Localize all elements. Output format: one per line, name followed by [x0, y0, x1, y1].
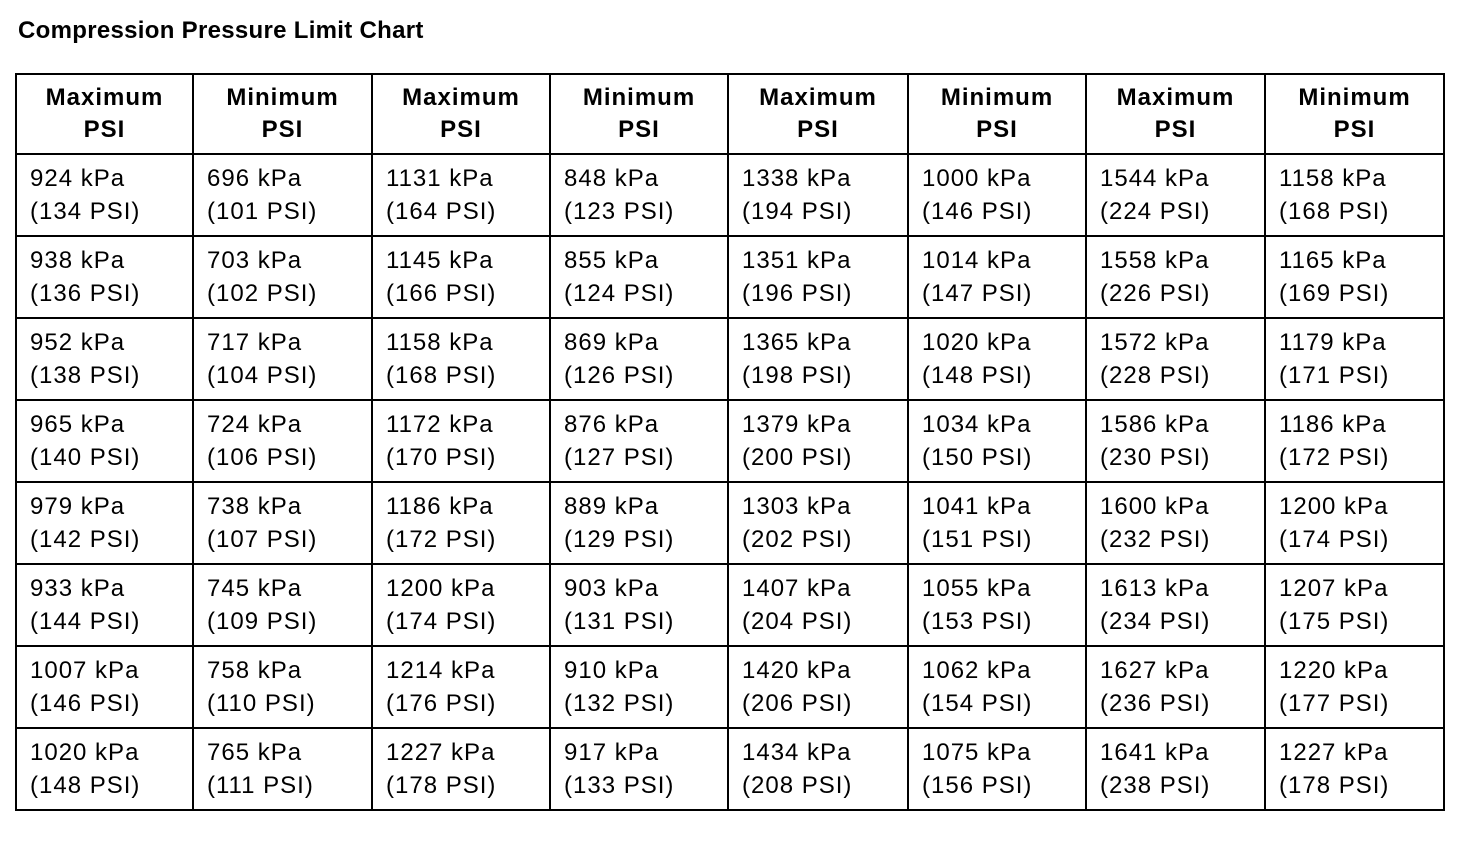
column-header-label: Maximum: [759, 84, 877, 111]
table-cell: [193, 236, 372, 318]
table-cell: [550, 482, 728, 564]
table-cell: [550, 318, 728, 400]
table-row: [16, 154, 1444, 236]
table-row: [16, 482, 1444, 564]
table-cell: [16, 728, 193, 810]
table-cell: [1086, 646, 1265, 728]
column-header-unit: PSI: [83, 116, 126, 143]
kpa-value: 876 kPa: [564, 411, 660, 438]
table-cell: [550, 728, 728, 810]
table-cell: [1086, 564, 1265, 646]
table-cell: [728, 646, 908, 728]
table-cell: [908, 564, 1086, 646]
column-header-unit: PSI: [440, 116, 482, 143]
kpa-value: 1145 kPa: [386, 247, 494, 274]
table-cell: [372, 728, 550, 810]
kpa-value: 1007 kPa: [30, 657, 140, 684]
column-header: [1265, 74, 1444, 154]
kpa-value: 910 kPa: [564, 657, 660, 684]
psi-value: (208 PSI): [742, 772, 853, 799]
kpa-value: 745 kPa: [207, 575, 303, 602]
psi-value: (238 PSI): [1100, 772, 1211, 799]
psi-value: (169 PSI): [1279, 280, 1390, 307]
chart-title: Compression Pressure Limit Chart: [18, 17, 424, 44]
psi-value: (228 PSI): [1100, 362, 1211, 389]
table-cell: [728, 482, 908, 564]
psi-value: (168 PSI): [1279, 198, 1390, 225]
psi-value: (174 PSI): [386, 608, 497, 635]
kpa-value: 1434 kPa: [742, 739, 852, 766]
kpa-value: 696 kPa: [207, 165, 303, 192]
table-cell: [193, 482, 372, 564]
column-header: [193, 74, 372, 154]
table-cell: [193, 400, 372, 482]
kpa-value: 933 kPa: [30, 575, 126, 602]
table-cell: [728, 728, 908, 810]
table-cell: [372, 318, 550, 400]
kpa-value: 952 kPa: [30, 329, 126, 356]
table-cell: [1086, 400, 1265, 482]
psi-value: (200 PSI): [742, 444, 853, 471]
psi-value: (153 PSI): [922, 608, 1033, 635]
table-cell: [1265, 318, 1444, 400]
kpa-value: 1572 kPa: [1100, 329, 1210, 356]
column-header: [1086, 74, 1265, 154]
kpa-value: 738 kPa: [207, 493, 303, 520]
psi-value: (196 PSI): [742, 280, 853, 307]
kpa-value: 889 kPa: [564, 493, 660, 520]
psi-value: (166 PSI): [386, 280, 497, 307]
kpa-value: 717 kPa: [207, 329, 303, 356]
column-header-unit: PSI: [976, 116, 1018, 143]
table-cell: [372, 400, 550, 482]
psi-value: (126 PSI): [564, 362, 675, 389]
kpa-value: 1020 kPa: [922, 329, 1032, 356]
psi-value: (234 PSI): [1100, 608, 1211, 635]
column-header: [16, 74, 193, 154]
table-cell: [1086, 236, 1265, 318]
compression-pressure-table: [15, 73, 1445, 811]
kpa-value: 1014 kPa: [922, 247, 1032, 274]
kpa-value: 1558 kPa: [1100, 247, 1210, 274]
table-cell: [728, 236, 908, 318]
column-header-label: Minimum: [582, 84, 696, 111]
table-cell: [1265, 646, 1444, 728]
kpa-value: 1131 kPa: [386, 165, 494, 192]
table-cell: [372, 564, 550, 646]
psi-value: (206 PSI): [742, 690, 853, 717]
table-cell: [728, 318, 908, 400]
kpa-value: 924 kPa: [30, 165, 126, 192]
column-header-unit: PSI: [261, 116, 304, 143]
kpa-value: 1420 kPa: [742, 657, 852, 684]
table-cell: [728, 154, 908, 236]
psi-value: (224 PSI): [1100, 198, 1211, 225]
psi-value: (168 PSI): [386, 362, 497, 389]
kpa-value: 1351 kPa: [742, 247, 852, 274]
table-cell: [372, 646, 550, 728]
table-cell: [1265, 400, 1444, 482]
kpa-value: 1544 kPa: [1100, 165, 1210, 192]
kpa-value: 1165 kPa: [1279, 247, 1387, 274]
psi-value: (123 PSI): [564, 198, 675, 225]
psi-value: (111 PSI): [207, 772, 314, 799]
kpa-value: 1186 kPa: [386, 493, 494, 520]
table-cell: [193, 154, 372, 236]
kpa-value: 724 kPa: [207, 411, 303, 438]
table-cell: [1265, 482, 1444, 564]
kpa-value: 1227 kPa: [386, 739, 496, 766]
table-cell: [1086, 482, 1265, 564]
psi-value: (124 PSI): [564, 280, 675, 307]
psi-value: (156 PSI): [922, 772, 1033, 799]
kpa-value: 1020 kPa: [30, 739, 140, 766]
table-cell: [193, 564, 372, 646]
kpa-value: 1186 kPa: [1279, 411, 1387, 438]
psi-value: (172 PSI): [1279, 444, 1390, 471]
table-cell: [16, 564, 193, 646]
psi-value: (101 PSI): [207, 198, 318, 225]
psi-value: (232 PSI): [1100, 526, 1211, 553]
psi-value: (129 PSI): [564, 526, 675, 553]
kpa-value: 1200 kPa: [386, 575, 496, 602]
table-cell: [1086, 318, 1265, 400]
table-cell: [550, 646, 728, 728]
table-cell: [193, 646, 372, 728]
table-row: [16, 400, 1444, 482]
psi-value: (142 PSI): [30, 526, 141, 553]
kpa-value: 869 kPa: [564, 329, 660, 356]
psi-value: (154 PSI): [922, 690, 1033, 717]
column-header-unit: PSI: [1333, 116, 1376, 143]
table-cell: [908, 400, 1086, 482]
kpa-value: 758 kPa: [207, 657, 303, 684]
kpa-value: 1158 kPa: [386, 329, 494, 356]
psi-value: (171 PSI): [1279, 362, 1390, 389]
psi-value: (175 PSI): [1279, 608, 1390, 635]
kpa-value: 1172 kPa: [386, 411, 494, 438]
psi-value: (164 PSI): [386, 198, 497, 225]
psi-value: (146 PSI): [922, 198, 1033, 225]
kpa-value: 765 kPa: [207, 739, 303, 766]
column-header-label: Minimum: [940, 84, 1054, 111]
kpa-value: 855 kPa: [564, 247, 660, 274]
psi-value: (102 PSI): [207, 280, 318, 307]
header-row: [16, 74, 1444, 154]
psi-value: (127 PSI): [564, 444, 675, 471]
kpa-value: 1227 kPa: [1279, 739, 1389, 766]
psi-value: (172 PSI): [386, 526, 497, 553]
table-cell: [16, 154, 193, 236]
kpa-value: 1041 kPa: [922, 493, 1032, 520]
table-cell: [16, 236, 193, 318]
table-body: [16, 154, 1444, 810]
psi-value: (136 PSI): [30, 280, 141, 307]
psi-value: (133 PSI): [564, 772, 675, 799]
kpa-value: 1600 kPa: [1100, 493, 1210, 520]
psi-value: (147 PSI): [922, 280, 1033, 307]
psi-value: (178 PSI): [1279, 772, 1390, 799]
column-header-label: Maximum: [402, 84, 520, 111]
table-cell: [193, 318, 372, 400]
psi-value: (138 PSI): [30, 362, 141, 389]
table-cell: [193, 728, 372, 810]
column-header-label: Minimum: [1298, 84, 1411, 111]
kpa-value: 1338 kPa: [742, 165, 852, 192]
kpa-value: 1200 kPa: [1279, 493, 1389, 520]
table-cell: [908, 728, 1086, 810]
psi-value: (198 PSI): [742, 362, 853, 389]
table-cell: [908, 154, 1086, 236]
psi-value: (104 PSI): [207, 362, 318, 389]
kpa-value: 703 kPa: [207, 247, 303, 274]
psi-value: (226 PSI): [1100, 280, 1211, 307]
psi-value: (148 PSI): [922, 362, 1033, 389]
kpa-value: 1303 kPa: [742, 493, 852, 520]
psi-value: (230 PSI): [1100, 444, 1211, 471]
table-cell: [1086, 154, 1265, 236]
column-header: [728, 74, 908, 154]
psi-value: (178 PSI): [386, 772, 497, 799]
table-cell: [372, 236, 550, 318]
column-header: [550, 74, 728, 154]
kpa-value: 848 kPa: [564, 165, 660, 192]
table-cell: [550, 236, 728, 318]
table-row: [16, 236, 1444, 318]
table-cell: [1265, 728, 1444, 810]
column-header-label: Minimum: [226, 84, 339, 111]
table-row: [16, 728, 1444, 810]
kpa-value: 1062 kPa: [922, 657, 1032, 684]
table-cell: [16, 646, 193, 728]
kpa-value: 1055 kPa: [922, 575, 1032, 602]
kpa-value: 1000 kPa: [922, 165, 1032, 192]
table-cell: [16, 400, 193, 482]
table-row: [16, 646, 1444, 728]
table-cell: [372, 154, 550, 236]
kpa-value: 1207 kPa: [1279, 575, 1389, 602]
kpa-value: 1613 kPa: [1100, 575, 1210, 602]
table-cell: [908, 236, 1086, 318]
kpa-value: 1586 kPa: [1100, 411, 1210, 438]
column-header-label: Maximum: [45, 84, 164, 111]
table-cell: [550, 400, 728, 482]
table-cell: [1265, 236, 1444, 318]
table-cell: [908, 482, 1086, 564]
table-row: [16, 318, 1444, 400]
psi-value: (140 PSI): [30, 444, 141, 471]
psi-value: (150 PSI): [922, 444, 1033, 471]
table-cell: [908, 646, 1086, 728]
table-cell: [1265, 154, 1444, 236]
kpa-value: 1214 kPa: [386, 657, 496, 684]
kpa-value: 1407 kPa: [742, 575, 852, 602]
kpa-value: 1379 kPa: [742, 411, 852, 438]
kpa-value: 1220 kPa: [1279, 657, 1389, 684]
psi-value: (194 PSI): [742, 198, 853, 225]
psi-value: (151 PSI): [922, 526, 1033, 553]
psi-value: (176 PSI): [386, 690, 497, 717]
column-header-unit: PSI: [797, 116, 839, 143]
column-header-label: Maximum: [1116, 84, 1235, 111]
psi-value: (170 PSI): [386, 444, 497, 471]
psi-value: (109 PSI): [207, 608, 318, 635]
kpa-value: 917 kPa: [564, 739, 660, 766]
psi-value: (146 PSI): [30, 690, 141, 717]
psi-value: (131 PSI): [564, 608, 675, 635]
psi-value: (110 PSI): [207, 690, 316, 717]
psi-value: (134 PSI): [30, 198, 141, 225]
psi-value: (107 PSI): [207, 526, 318, 553]
kpa-value: 1627 kPa: [1100, 657, 1210, 684]
psi-value: (177 PSI): [1279, 690, 1390, 717]
table-cell: [908, 318, 1086, 400]
column-header-unit: PSI: [1154, 116, 1197, 143]
psi-value: (148 PSI): [30, 772, 141, 799]
kpa-value: 903 kPa: [564, 575, 660, 602]
table-cell: [550, 154, 728, 236]
table-cell: [1265, 564, 1444, 646]
column-header: [908, 74, 1086, 154]
psi-value: (106 PSI): [207, 444, 318, 471]
table-cell: [550, 564, 728, 646]
kpa-value: 1034 kPa: [922, 411, 1032, 438]
psi-value: (202 PSI): [742, 526, 853, 553]
kpa-value: 1641 kPa: [1100, 739, 1210, 766]
column-header: [372, 74, 550, 154]
table-cell: [1086, 728, 1265, 810]
psi-value: (144 PSI): [30, 608, 141, 635]
kpa-value: 965 kPa: [30, 411, 126, 438]
table-cell: [728, 564, 908, 646]
psi-value: (174 PSI): [1279, 526, 1390, 553]
kpa-value: 938 kPa: [30, 247, 126, 274]
table-cell: [372, 482, 550, 564]
column-header-unit: PSI: [618, 116, 660, 143]
kpa-value: 1179 kPa: [1279, 329, 1387, 356]
kpa-value: 1075 kPa: [922, 739, 1032, 766]
psi-value: (132 PSI): [564, 690, 675, 717]
kpa-value: 1158 kPa: [1279, 165, 1387, 192]
kpa-value: 1365 kPa: [742, 329, 852, 356]
table-cell: [16, 482, 193, 564]
table-row: [16, 564, 1444, 646]
kpa-value: 979 kPa: [30, 493, 126, 520]
table-cell: [728, 400, 908, 482]
psi-value: (204 PSI): [742, 608, 853, 635]
table-cell: [16, 318, 193, 400]
psi-value: (236 PSI): [1100, 690, 1211, 717]
